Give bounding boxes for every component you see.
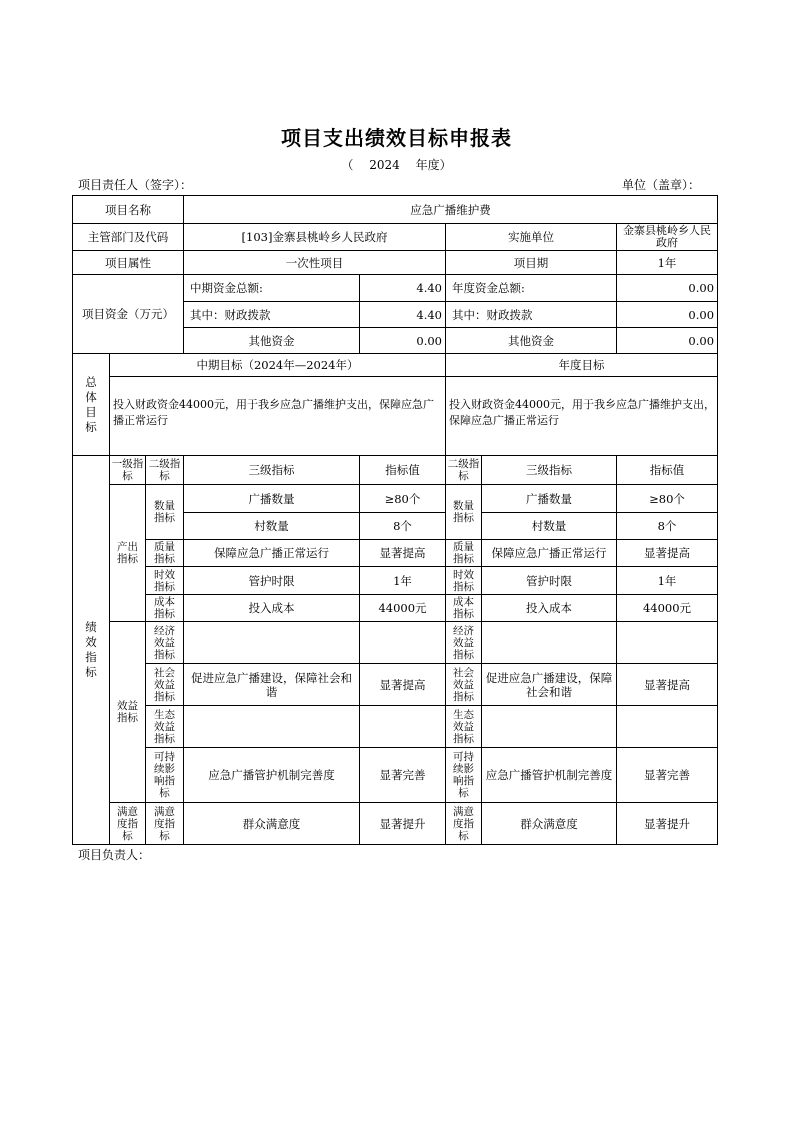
social-value: 显著提高 xyxy=(360,664,446,706)
ecological-item xyxy=(184,706,360,748)
quantity-indicator-label-annual: 数量指标 xyxy=(446,485,482,540)
annual-total-value: 0.00 xyxy=(617,275,718,302)
page-title: 项目支出绩效目标申报表 xyxy=(281,126,512,150)
mid-total-label: 中期资金总额: xyxy=(184,275,360,302)
quality-indicator-label-annual: 质量指标 xyxy=(446,540,482,567)
funds-label: 项目资金（万元） xyxy=(73,275,184,354)
social-indicator-label-annual: 社会效益指标 xyxy=(446,664,482,706)
timeliness-item: 管护时限 xyxy=(184,567,360,595)
unit-stamp-label: 单位（盖章）： xyxy=(622,178,701,192)
year-value: 2024 xyxy=(369,158,400,172)
social-value-annual: 显著提高 xyxy=(617,664,718,706)
sustainable-item: 应急广播管护机制完善度 xyxy=(184,748,360,803)
annual-fiscal-label: 其中：财政拨款 xyxy=(446,302,617,328)
ecological-value-annual xyxy=(617,706,718,748)
satisfaction-sub-label-annual: 满意度指标 xyxy=(446,803,482,845)
mid-other-label: 其他资金 xyxy=(184,328,360,354)
sustainable-value-annual: 显著完善 xyxy=(617,748,718,803)
row-attribute xyxy=(73,251,718,275)
row-quantity-1 xyxy=(73,485,718,513)
attr-label: 项目属性 xyxy=(73,251,184,275)
economic-item-annual xyxy=(482,622,617,664)
economic-value xyxy=(360,622,446,664)
satisfaction-value-annual: 显著提升 xyxy=(617,803,718,845)
row-goal-text xyxy=(73,377,718,456)
ecological-value xyxy=(360,706,446,748)
cost-indicator-label-annual: 成本指标 xyxy=(446,595,482,622)
annual-other-value: 0.00 xyxy=(617,328,718,354)
economic-value-annual xyxy=(617,622,718,664)
row-social xyxy=(73,664,718,706)
cost-item-annual: 投入成本 xyxy=(482,595,617,622)
row-project-name xyxy=(73,196,718,224)
broadcast-count-annual: 广播数量 xyxy=(482,485,617,513)
impl-unit-label: 实施单位 xyxy=(446,224,617,251)
level3-header-annual: 三级指标 xyxy=(482,456,617,485)
mid-other-value: 0.00 xyxy=(360,328,446,354)
row-funds-total xyxy=(73,275,718,302)
row-indicator-header xyxy=(73,456,718,485)
cost-indicator-label: 成本指标 xyxy=(146,595,184,622)
row-cost xyxy=(73,595,718,622)
satisfaction-item-annual: 群众满意度 xyxy=(482,803,617,845)
economic-indicator-label: 经济效益指标 xyxy=(146,622,184,664)
project-leader-label: 项目负责人： xyxy=(78,848,151,862)
annual-total-label: 年度资金总额: xyxy=(446,275,617,302)
timeliness-item-annual: 管护时限 xyxy=(482,567,617,595)
responsible-signature-label: 项目责任人（签字）： xyxy=(78,178,193,192)
mid-fiscal-label: 其中：财政拨款 xyxy=(184,302,360,328)
level2-header-annual: 二级指标 xyxy=(446,456,482,485)
row-timeliness xyxy=(73,567,718,595)
level1-header: 一级指标 xyxy=(110,456,146,485)
dept-label: 主管部门及代码 xyxy=(73,224,184,251)
annual-other-label: 其他资金 xyxy=(446,328,617,354)
quality-item-annual: 保障应急广播正常运行 xyxy=(482,540,617,567)
satisfaction-item: 群众满意度 xyxy=(184,803,360,845)
project-name-label: 项目名称 xyxy=(73,196,184,224)
ecological-indicator-label-annual: 生态效益指标 xyxy=(446,706,482,748)
cost-item: 投入成本 xyxy=(184,595,360,622)
level3-header: 三级指标 xyxy=(184,456,360,485)
quality-item: 保障应急广播正常运行 xyxy=(184,540,360,567)
benefit-indicator-label: 效益指标 xyxy=(110,622,146,803)
cost-value-annual: 44000元 xyxy=(617,595,718,622)
row-ecological xyxy=(73,706,718,748)
ecological-indicator-label: 生态效益指标 xyxy=(146,706,184,748)
row-department xyxy=(73,224,718,251)
quantity-indicator-label: 数量指标 xyxy=(146,485,184,540)
value-header: 指标值 xyxy=(360,456,446,485)
performance-target-table xyxy=(72,195,718,845)
year-line xyxy=(0,156,793,173)
output-indicator-label: 产出指标 xyxy=(110,485,146,622)
sustainable-indicator-label-annual: 可持续影响指标 xyxy=(446,748,482,803)
social-item-annual: 促进应急广播建设，保障社会和谐 xyxy=(482,664,617,706)
year-open: （ xyxy=(341,158,354,172)
impl-unit-value: 金寨县桃岭乡人民政府 xyxy=(617,224,718,251)
dept-value: [103]金寨县桃岭乡人民政府 xyxy=(184,224,446,251)
village-count: 村数量 xyxy=(184,513,360,540)
sustainable-indicator-label: 可持续影响指标 xyxy=(146,748,184,803)
village-count-value-annual: 8个 xyxy=(617,513,718,540)
timeliness-value-annual: 1年 xyxy=(617,567,718,595)
broadcast-count-value-annual: ≥80个 xyxy=(617,485,718,513)
mid-goal-text: 投入财政资金44000元，用于我乡应急广播维护支出，保障应急广播正常运行 xyxy=(110,377,446,456)
timeliness-indicator-label-annual: 时效指标 xyxy=(446,567,482,595)
economic-item xyxy=(184,622,360,664)
social-item: 促进应急广播建设，保障社会和谐 xyxy=(184,664,360,706)
row-goal-header xyxy=(73,354,718,377)
broadcast-count-value: ≥80个 xyxy=(360,485,446,513)
annual-fiscal-value: 0.00 xyxy=(617,302,718,328)
mid-goal-header: 中期目标（2024年—2024年） xyxy=(110,354,446,377)
row-economic xyxy=(73,622,718,664)
cost-value: 44000元 xyxy=(360,595,446,622)
value-header-annual: 指标值 xyxy=(617,456,718,485)
row-quality xyxy=(73,540,718,567)
year-close: 年度） xyxy=(415,158,452,172)
annual-goal-header: 年度目标 xyxy=(446,354,718,377)
satisfaction-sub-label: 满意度指标 xyxy=(146,803,184,845)
quality-value-annual: 显著提高 xyxy=(617,540,718,567)
annual-goal-text: 投入财政资金44000元，用于我乡应急广播维护支出，保障应急广播正常运行 xyxy=(446,377,718,456)
sustainable-value: 显著完善 xyxy=(360,748,446,803)
ecological-item-annual xyxy=(482,706,617,748)
village-count-annual: 村数量 xyxy=(482,513,617,540)
overall-goal-label: 总体目标 xyxy=(73,354,110,456)
row-sustainable xyxy=(73,748,718,803)
performance-indicators-label: 绩效指标 xyxy=(73,456,110,845)
broadcast-count: 广播数量 xyxy=(184,485,360,513)
sustainable-item-annual: 应急广播管护机制完善度 xyxy=(482,748,617,803)
period-label: 项目期 xyxy=(446,251,617,275)
row-satisfaction xyxy=(73,803,718,845)
mid-fiscal-value: 4.40 xyxy=(360,302,446,328)
social-indicator-label: 社会效益指标 xyxy=(146,664,184,706)
timeliness-indicator-label: 时效指标 xyxy=(146,567,184,595)
period-value: 1年 xyxy=(617,251,718,275)
timeliness-value: 1年 xyxy=(360,567,446,595)
attr-value: 一次性项目 xyxy=(184,251,446,275)
quality-value: 显著提高 xyxy=(360,540,446,567)
satisfaction-value: 显著提升 xyxy=(360,803,446,845)
project-name-value: 应急广播维护费 xyxy=(184,196,718,224)
quality-indicator-label: 质量指标 xyxy=(146,540,184,567)
mid-total-value: 4.40 xyxy=(360,275,446,302)
satisfaction-indicator-label: 满意度指标 xyxy=(110,803,146,845)
economic-indicator-label-annual: 经济效益指标 xyxy=(446,622,482,664)
village-count-value: 8个 xyxy=(360,513,446,540)
level2-header: 二级指标 xyxy=(146,456,184,485)
